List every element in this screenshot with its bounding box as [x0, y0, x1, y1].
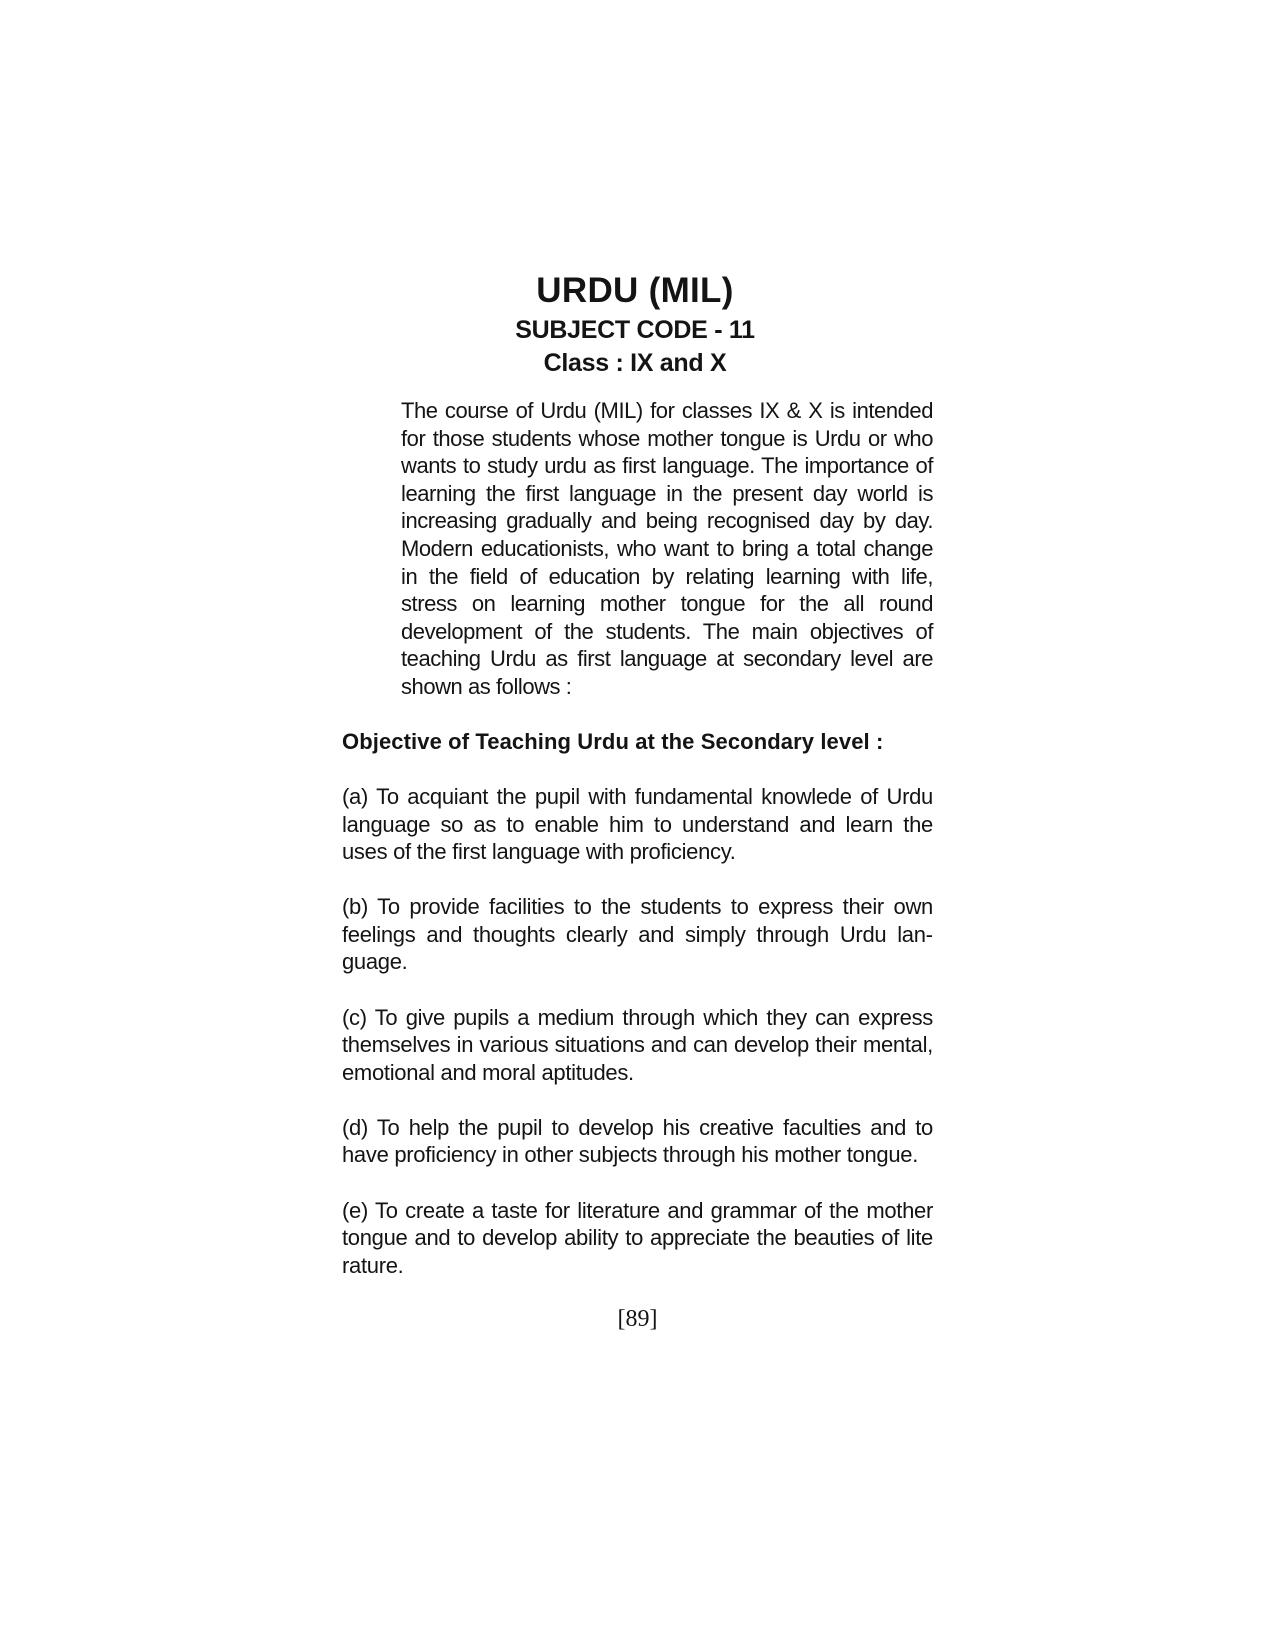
- objective-item: (d) To help the pupil to develop his creative faculties and to have proficiency in other subjects through his mother tongue.: [342, 1114, 933, 1168]
- objectives-heading: Objective of Teaching Urdu at the Secondary level :: [342, 729, 884, 754]
- document-header: [340, 270, 930, 380]
- subject-code: SUBJECT CODE - 11: [515, 316, 755, 344]
- objective-item: (a) To acquiant the pupil with fundamental knowlede of Urdu language so as to enable him to understand and learn the uses of the first language with proficiency.: [342, 784, 933, 865]
- intro-paragraph: The course of Urdu (MIL) for classes IX & X is intended for those students whose mother tongue is Urdu or who wants to study urdu as first language. The importance of learning the first language in the present day world is increasing gradually and being recognised day by day. Modern educationists, who want to bring a total change in the field of education by relating learning with life, stress on learning mother tongue for the all round development of the students. The main objectives of teaching Urdu as first language at secondary level are shown as follows :: [401, 398, 933, 699]
- objective-item: (c) To give pupils a medium through which they can express themselves in various situations and can develop their mental, emotional and moral aptitudes.: [342, 1004, 933, 1085]
- objective-item: (b) To provide facilities to the students to express their own feelings and thoughts clearly and simply through Urdu language.: [342, 894, 933, 975]
- class-line: Class : IX and X: [543, 349, 727, 377]
- page-number: [89]: [617, 1306, 658, 1332]
- objectives-list: [342, 783, 1050, 1307]
- objective-item: (e) To create a taste for literature and grammar of the mother tongue and to develop ability to appreciate the beauties of lite rature.: [342, 1197, 1050, 1278]
- document-title: URDU (MIL): [536, 271, 734, 310]
